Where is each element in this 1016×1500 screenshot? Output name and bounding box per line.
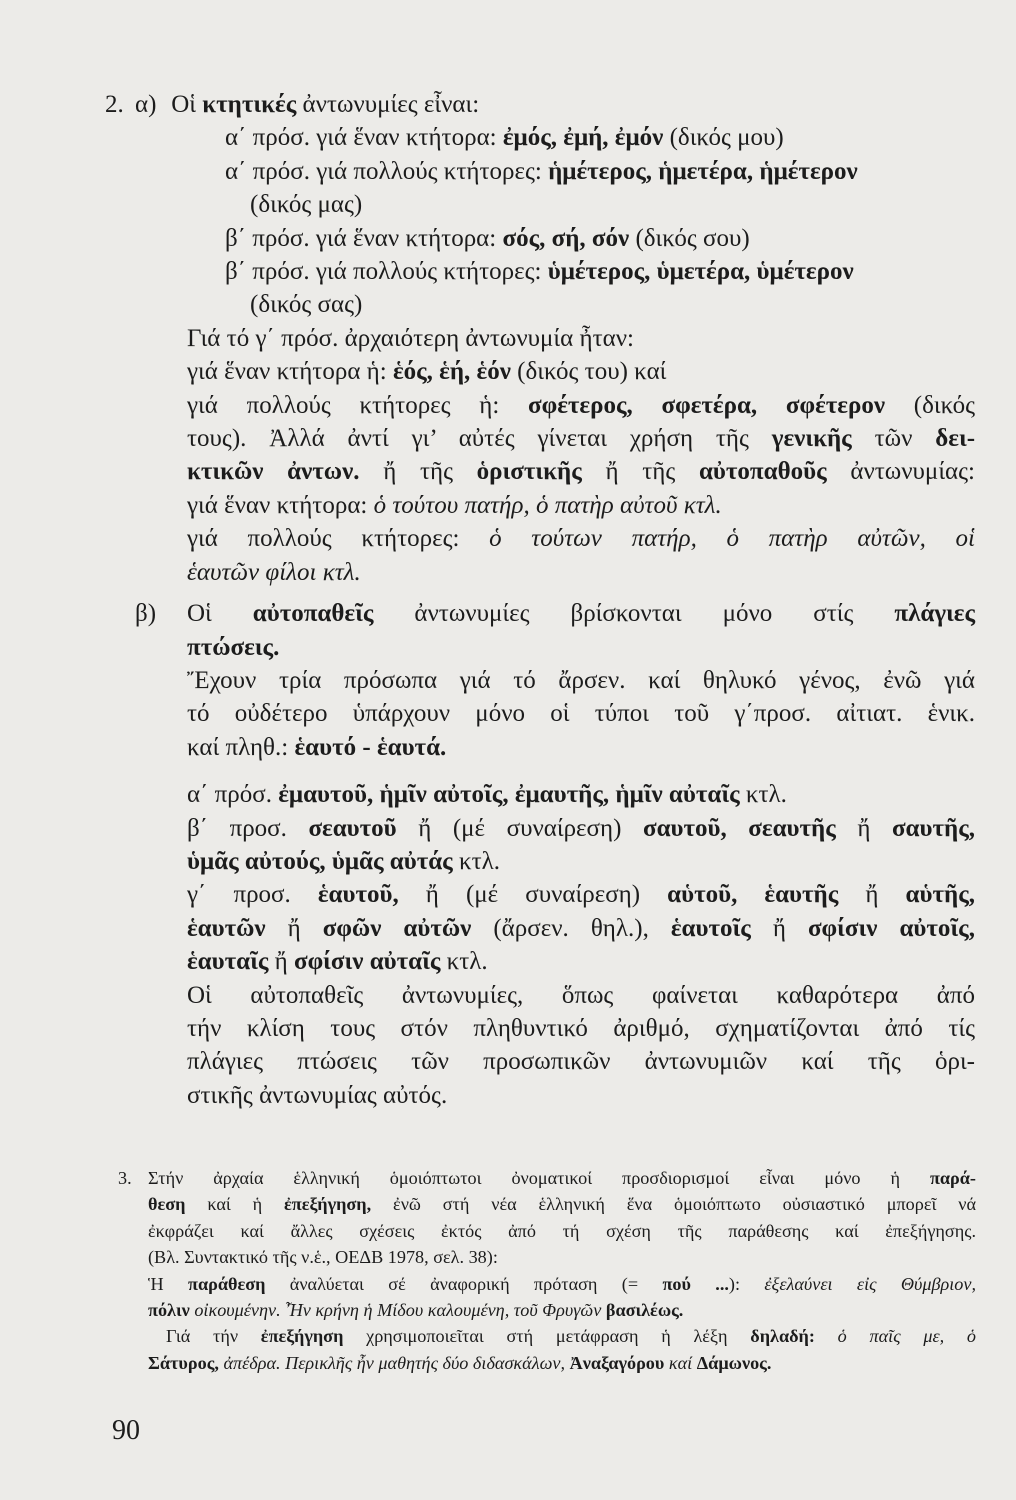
section-2b-line-1: β) Οἱ αὐτοπαθεῖς ἀντωνυμίες βρίσκονται μόνο στίς πλάγιες: [105, 597, 975, 630]
possessive-line-3: β΄ πρόσ. γιά ἕναν κτήτορα: σός, σή, σόν (δικός σου): [225, 224, 750, 252]
possessive-line-1: α΄ πρόσ. γιά ἕναν κτήτορα: ἐμός, ἐμή, ἐμόν (δικός μου): [225, 124, 784, 152]
third-person-heading: Γιά τό γ΄ πρόσ. ἀρχαιότερη ἀντωνυμία ἦταν:: [187, 324, 634, 352]
footnote-line-5: Ἡ παράθεση ἀναλύεται σέ ἀναφορική πρόταση (= πού ...): ἐξελαύνει εἰς Θύμβριον,: [148, 1273, 977, 1294]
footnote-line-8: Σάτυρος, ἀπέδρα. Περικλῆς ἦν μαθητής δύο διδασκάλων, Ἀναξαγόρου καί Δάμωνος.: [148, 1352, 772, 1373]
footnote-number: 3.: [118, 1168, 132, 1188]
reflexive-second-person-2: ὑμᾶς αὐτούς, ὑμᾶς αὐτάς κτλ.: [187, 847, 500, 875]
footnote-3: [118, 1165, 976, 1376]
reflexive-paragraph-line-2: τήν κλίση τους στόν πληθυντικό ἀριθμό, σχηματίζονται ἀπό τίς: [187, 1014, 975, 1042]
third-person-line-3: τους). Ἀλλά ἀντί γι’ αὐτές γίνεται χρήση τῆς γενικῆς τῶν δει-: [187, 425, 976, 453]
page-number: 90: [112, 1415, 140, 1446]
footnote-line-4: (Βλ. Συντακτικό τῆς ν.ἑ., ΟΕΔΒ 1978, σελ. 38):: [148, 1247, 498, 1268]
main-text: [105, 88, 975, 1112]
third-person-line-7: ἑαυτῶν φίλοι κτλ.: [187, 558, 361, 586]
footnote-line-3: ἐκφράζει καί ἄλλες σχέσεις ἐκτός ἀπό τή σχέση τῆς παράθεσης καί ἐπεξήγησης.: [148, 1220, 976, 1241]
reflexive-paragraph-line-4: στικῆς ἀντωνυμίας αὐτός.: [187, 1081, 448, 1109]
reflexive-line-3: Ἔχουν τρία πρόσωπα γιά τό ἄρσεν. καί θηλυκό γένος, ἐνῶ γιά: [187, 666, 975, 694]
reflexive-line-4: τό οὐδέτερο ὑπάρχουν μόνο οἱ τύποι τοῦ γ΄προσ. αἰτιατ. ἑνικ.: [187, 700, 975, 728]
item-label-b: β): [135, 600, 157, 628]
reflexive-second-person-1: β΄ προσ. σεαυτοῦ ἤ (μέ συναίρεση) σαυτοῦ, σεαυτῆς ἤ σαυτῆς,: [187, 814, 975, 842]
third-person-line-1: γιά ἕναν κτήτορα ἡ: ἑός, ἑή, ἑόν (δικός του) καί: [187, 358, 667, 386]
reflexive-third-person-2: ἑαυτῶν ἤ σφῶν αὐτῶν (ἄρσεν. θηλ.), ἑαυτοῖς ἤ σφίσιν αὐτοῖς,: [187, 914, 975, 942]
footnote-line-2: θεση καί ἡ ἐπεξήγηση, ἐνῶ στή νέα ἑλληνική ἕνα ὁμοιόπτωτο οὐσιαστικό μπορεῖ νά: [148, 1194, 976, 1215]
reflexive-line-5: καί πληθ.: ἑαυτό - ἑαυτά.: [187, 733, 447, 761]
third-person-line-5: γιά ἕναν κτήτορα: ὁ τούτου πατήρ, ὁ πατὴρ αὐτοῦ κτλ.: [187, 491, 722, 519]
section-number: 2.: [105, 91, 124, 118]
possessive-line-2-cont: (δικός μας): [250, 191, 363, 219]
possessive-line-4-cont: (δικός σας): [250, 291, 363, 319]
reflexive-third-person-3: ἑαυταῖς ἤ σφίσιν αὐταῖς κτλ.: [187, 948, 488, 976]
reflexive-third-person-1: γ΄ προσ. ἑαυτοῦ, ἤ (μέ συναίρεση) αὑτοῦ, ἑαυτῆς ἤ αὑτῆς,: [187, 881, 975, 909]
reflexive-first-person: α΄ πρόσ. ἐμαυτοῦ, ἡμῖν αὐτοῖς, ἐμαυτῆς, ἡμῖν αὐταῖς κτλ.: [187, 781, 787, 809]
footnote-line-7: Γιά τήν ἐπεξήγηση χρησιμοποιεῖται στή μετάφραση ἡ λέξη δηλαδή: ὁ παῖς με, ὁ: [166, 1326, 976, 1347]
third-person-line-6: γιά πολλούς κτήτορες: ὁ τούτων πατήρ, ὁ πατὴρ αὐτῶν, οἱ: [187, 525, 975, 553]
footnote-line-1: 3. Στήν ἀρχαία ἑλληνική ὁμοιόπτωτοι ὀνοματικοί προσδιορισμοί εἶναι μόνο ἡ παρά-: [118, 1165, 976, 1191]
third-person-line-2: γιά πολλούς κτήτορες ἡ: σφέτερος, σφετέρα, σφέτερον (δικός: [187, 391, 976, 419]
possessive-line-4: β΄ πρόσ. γιά πολλούς κτήτορες: ὑμέτερος, ὑμετέρα, ὑμέτερον: [225, 258, 854, 286]
footnote-line-6: πόλιν οἰκουμένην. Ἦν κρήνη ἡ Μίδου καλουμένη, τοῦ Φρυγῶν βασιλέως.: [148, 1300, 684, 1321]
reflexive-paragraph-line-3: πλάγιες πτώσεις τῶν προσωπικῶν ἀντωνυμιῶν καί τῆς ὁρι-: [187, 1048, 975, 1076]
possessive-line-2: α΄ πρόσ. γιά πολλούς κτήτορες: ἡμέτερος, ἡμετέρα, ἡμέτερον: [225, 157, 858, 185]
section-2a-intro: 2. α) Οἱ κτητικές ἀντωνυμίες εἶναι:: [105, 88, 975, 121]
third-person-block: [105, 355, 975, 589]
third-person-line-4: κτικῶν ἀντων. ἤ τῆς ὁριστικῆς ἤ τῆς αὐτοπαθοῦς ἀντωνυμίας:: [187, 458, 975, 486]
reflexive-line-2: πτώσεις.: [187, 633, 280, 661]
reflexive-block: [105, 631, 975, 1113]
item-label-a: α): [135, 91, 157, 118]
reflexive-paragraph-line-1: Οἱ αὐτοπαθεῖς ἀντωνυμίες, ὅπως φαίνεται καθαρότερα ἀπό: [187, 981, 975, 1009]
